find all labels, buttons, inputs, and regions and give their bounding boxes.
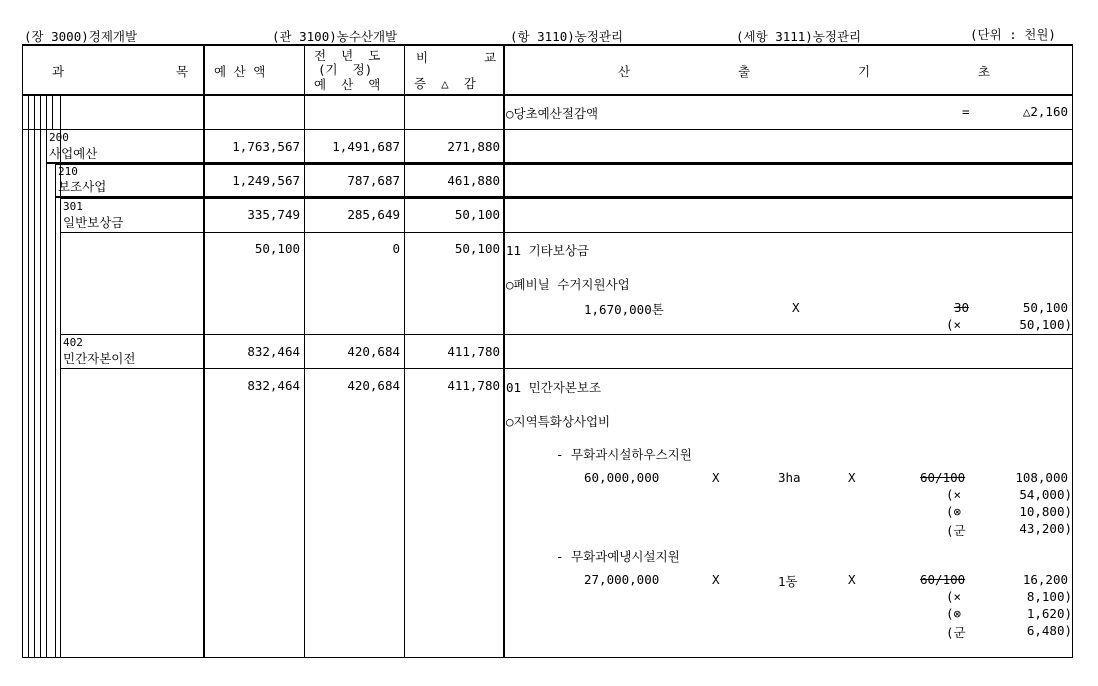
row6-sub2-l0: (×	[946, 589, 962, 604]
row5-diff: 411,780	[447, 344, 500, 359]
row3-prev: 285,649	[347, 207, 400, 222]
row6-sub2-r1: 1,620)	[1026, 606, 1072, 621]
row6-sub1-amt: 60,000,000	[584, 470, 660, 485]
row4-mult: 30	[954, 300, 970, 315]
header-cmp-2: 교	[484, 50, 497, 65]
row4-qty: 1,670,000톤	[584, 302, 664, 317]
header-cmp-1: 비	[416, 50, 429, 65]
row1-name: 사업예산	[49, 146, 98, 161]
row6-sub2-r0: 8,100)	[1026, 589, 1072, 604]
row6-sub2-x1: X	[712, 572, 720, 587]
row6-item: ○지역특화상사업비	[506, 414, 611, 429]
row6-sub1: - 무화과시설하우스지원	[556, 447, 692, 462]
hang-label: (항 3110)농정관리	[510, 29, 624, 44]
row5-code: 402	[63, 336, 83, 349]
header-calc-2: 출	[738, 64, 751, 79]
row6-sub2: - 무화과예냉시설지원	[556, 549, 680, 564]
row4-total: 50,100	[1022, 300, 1068, 315]
header-calc-1: 산	[618, 64, 631, 79]
row6-sub2-amt: 27,000,000	[584, 572, 660, 587]
row6-diff: 411,780	[447, 378, 500, 393]
row0-amount: △2,160	[1022, 104, 1068, 119]
row1-prev: 1,491,687	[332, 139, 400, 154]
row6-sub2-total: 16,200	[1022, 572, 1068, 587]
header-gwamok-b: 목	[176, 64, 189, 79]
row3-diff: 50,100	[454, 207, 500, 222]
row6-title: 01 민간자본보조	[506, 380, 602, 395]
row2-diff: 461,880	[447, 173, 500, 188]
row6-sub1-r2: 43,200)	[1019, 521, 1072, 536]
header-prev-3: 예 산 액	[314, 77, 381, 92]
row5-name: 민간자본이전	[63, 351, 136, 366]
header-calc-3: 기	[858, 64, 871, 79]
gwan-label: (관 3100)농수산개발	[272, 29, 398, 44]
sehang-label: (세항 3111)농정관리	[736, 29, 862, 44]
row6-sub1-total: 108,000	[1015, 470, 1068, 485]
row6-prev: 420,684	[347, 378, 400, 393]
row6-sub2-l2: (군	[946, 625, 966, 640]
row6-sub1-x2: X	[848, 470, 856, 485]
row6-sub1-r1: 10,800)	[1019, 504, 1072, 519]
row2-prev: 787,687	[347, 173, 400, 188]
row4-x: X	[792, 300, 800, 315]
row4-diff: 50,100	[454, 241, 500, 256]
row0-note: ○당초예산절감액	[506, 106, 599, 121]
row3-code: 301	[63, 200, 83, 213]
row4-item: ○폐비닐 수거지원사업	[506, 277, 630, 292]
row6-sub1-x1: X	[712, 470, 720, 485]
row4-budget: 50,100	[254, 241, 300, 256]
row6-sub2-l1: (⊗	[946, 606, 962, 621]
row2-budget: 1,249,567	[232, 173, 300, 188]
row2-code: 210	[58, 165, 78, 178]
row6-sub2-x2: X	[848, 572, 856, 587]
row1-budget: 1,763,567	[232, 139, 300, 154]
row4-title: 11 기타보상금	[506, 243, 589, 258]
row2-name: 보조사업	[58, 179, 107, 194]
header-gwamok-a: 과	[52, 64, 65, 79]
header-calc-4: 초	[978, 64, 991, 79]
row6-sub2-r2: 6,480)	[1026, 623, 1072, 638]
row3-budget: 335,749	[247, 207, 300, 222]
row1-code: 200	[49, 131, 69, 144]
row5-budget: 832,464	[247, 344, 300, 359]
row3-name: 일반보상금	[63, 215, 124, 230]
row5-prev: 420,684	[347, 344, 400, 359]
row6-sub1-rate: 60/100	[920, 470, 966, 485]
row6-sub2-q: 1동	[778, 574, 798, 589]
row4-prev: 0	[392, 241, 400, 256]
row6-sub1-q: 3ha	[778, 470, 801, 485]
header-prev-2: (기 정)	[318, 62, 373, 77]
row6-sub1-l1: (⊗	[946, 504, 962, 519]
row6-sub1-r0: 54,000)	[1019, 487, 1072, 502]
row4-sub-l: (×	[946, 317, 962, 332]
row0-eq: =	[962, 104, 970, 119]
header-budget: 예 산 액	[214, 64, 266, 79]
unit-label: (단위 : 천원)	[970, 27, 1056, 42]
row6-sub2-rate: 60/100	[920, 572, 966, 587]
header-cmp-3: 증 △ 감	[414, 76, 476, 91]
row4-sub-r: 50,100)	[1019, 317, 1072, 332]
jang-label: (장 3000)경제개발	[24, 29, 138, 44]
row6-sub1-l2: (군	[946, 523, 966, 538]
header-prev-1: 전 년 도	[314, 48, 381, 63]
row6-sub1-l0: (×	[946, 487, 962, 502]
row1-diff: 271,880	[447, 139, 500, 154]
row6-budget: 832,464	[247, 378, 300, 393]
